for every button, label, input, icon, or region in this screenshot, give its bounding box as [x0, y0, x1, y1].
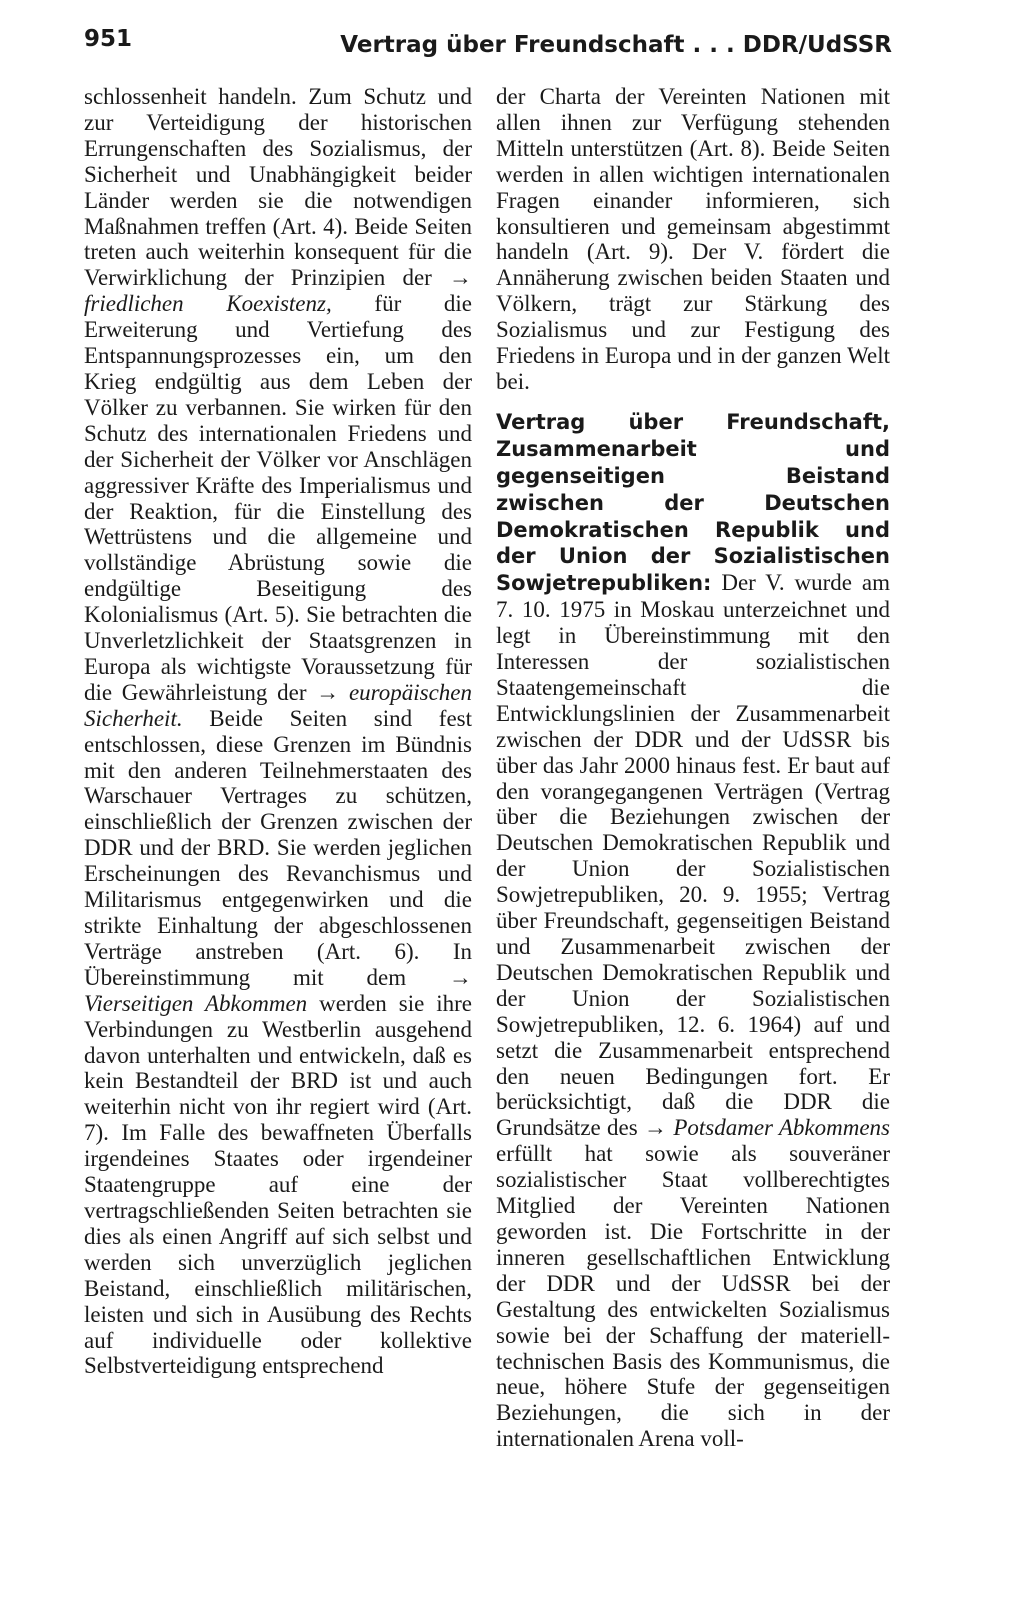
- page-header: [84, 18, 892, 68]
- body-text: für die Erweiterung und Vertiefung des Entspannungsprozesses ein, um den Krieg endgültig aus dem Leben der Völker zu verbannen. Sie wirken für den Schutz des internationalen Friedens und der Sicherheit der Völker vor Anschlägen aggressiver Kräfte des Imperialismus und der Reaktion, für die Einstellung des Wettrüstens und die allgemeine und vollständige Abrüstung sowie die endgültige Beseitigung des Kolonialismus (Art. 5). Sie betrachten die Unverletzlichkeit der Staatsgrenzen in Europa als wichtigste Voraussetzung für die Gewährleistung der: [84, 291, 473, 705]
- cross-reference-arrow-icon: →: [449, 265, 473, 291]
- running-head: Vertrag über Freundschaft . . . DDR/UdSSR: [340, 32, 892, 58]
- body-text: Beide Seiten sind fest entschlossen, diese Grenzen im Bündnis mit den anderen Teilnehmerstaaten des Warschauer Vertrages zu schützen, einschließlich der Grenzen zwischen der DDR und der BRD. Sie werden jeglichen Erscheinungen des Revanchismus und Militarismus entgegenwirken und die strikte Einhaltung der abgeschlossenen Verträge anstreben (Art. 6). In Übereinstimmung mit dem: [84, 705, 473, 990]
- body-text: schlossenheit handeln. Zum Schutz und zur Verteidigung der historischen Errungenschaften des Sozialismus, der Sicherheit und Unabhängigkeit beider Länder werden sie die notwendigen Maßnahmen treffen (Art. 4). Beide Seiten treten auch weiterhin konsequent für die Verwirklichung der Prinzipien der: [84, 84, 472, 291]
- continued-paragraph: [84, 84, 472, 1379]
- cross-reference-link[interactable]: Vierseitigen Abkommen: [84, 990, 308, 1016]
- lemma-title: Vertrag über Freundschaft, Zusammenarbeit und gegenseitigen Beistand zwischen der Deutschen Demokratischen Republik und der Union der Sozialistischen Sowjetrepubliken:: [496, 409, 890, 596]
- body-text: erfüllt hat sowie als souveräner sozialistischer Staat vollberechtigtes Mitglied der Vereinten Nationen geworden ist. Die Fortschritte in der inneren gesellschaftlichen Entwicklung der DDR und der UdSSR bei der Gestaltung des entwickelten Sozialismus sowie bei der Schaffung der materiell-technischen Basis des Kommunismus, die neue, höhere Stufe der gegenseitigen Beziehungen, die sich in der internationalen Arena voll-: [496, 1141, 890, 1452]
- page-number: 951: [84, 26, 133, 52]
- left-column: [84, 84, 472, 1379]
- cross-reference-link[interactable]: friedlichen Koexistenz,: [84, 291, 332, 317]
- body-text: Der V. wurde am 7. 10. 1975 in Moskau unterzeichnet und legt in Übereinstimmung mit den Interessen der sozialistischen Staatengemeinschaft die Entwicklungslinien der Zusammenarbeit zwischen der DDR und der UdSSR bis über das Jahr 2000 hinaus fest. Er baut auf den vorangegangenen Verträgen (Vertrag über die Beziehungen zwischen der Deutschen Demokratischen Republik und der Union der Sozialistischen Sowjetrepubliken, 20. 9. 1955; Vertrag über Freundschaft, gegenseitigen Beistand und Zusammenarbeit zwischen der Deutschen Demokratischen Republik und der Union der Sozialistischen Sowjetrepubliken, 12. 6. 1964) auf und setzt die Zusammenarbeit entsprechend den neuen Bedingungen fort. Er berücksichtigt, daß die DDR die Grundsätze des: [496, 570, 890, 1141]
- cross-reference-link[interactable]: Potsdamer Abkommens: [673, 1115, 891, 1141]
- cross-reference-arrow-icon: →: [316, 679, 340, 705]
- right-column: [496, 84, 890, 1452]
- cross-reference-link[interactable]: europäischen Sicherheit.: [84, 679, 473, 731]
- cross-reference-arrow-icon: →: [644, 1115, 668, 1141]
- lemma-entry: [496, 409, 890, 1452]
- body-text: werden sie ihre Verbindungen zu Westberlin ausgehend davon unterhalten und entwickeln, daß es kein Bestandteil der BRD ist und auch weiterhin nicht von ihr regiert wird (Art. 7). Im Falle des bewaffneten Überfalls irgendeines Staates oder irgendeiner Staatengruppe auf eine der vertragschließenden Seiten betrachten sie dies als einen Angriff auf sich selbst und werden sich unverzüglich jeglichen Beistand, einschließlich militärischen, leisten und sich in Ausübung des Rechts auf individuelle oder kollektive Selbstverteidigung entsprechend: [84, 990, 473, 1379]
- cross-reference-arrow-icon: →: [449, 964, 473, 990]
- continued-paragraph: der Charta der Vereinten Nationen mit allen ihnen zur Verfügung stehenden Mitteln unterstützen (Art. 8). Beide Seiten werden in allen wichtigen internationalen Fragen einander informieren, sich konsultieren und gemeinsam abgestimmt handeln (Art. 9). Der V. fördert die Annäherung zwischen beiden Staaten und Völkern, trägt zur Stärkung des Sozialismus und zur Festigung des Friedens in Europa und in der ganzen Welt bei.: [496, 84, 890, 394]
